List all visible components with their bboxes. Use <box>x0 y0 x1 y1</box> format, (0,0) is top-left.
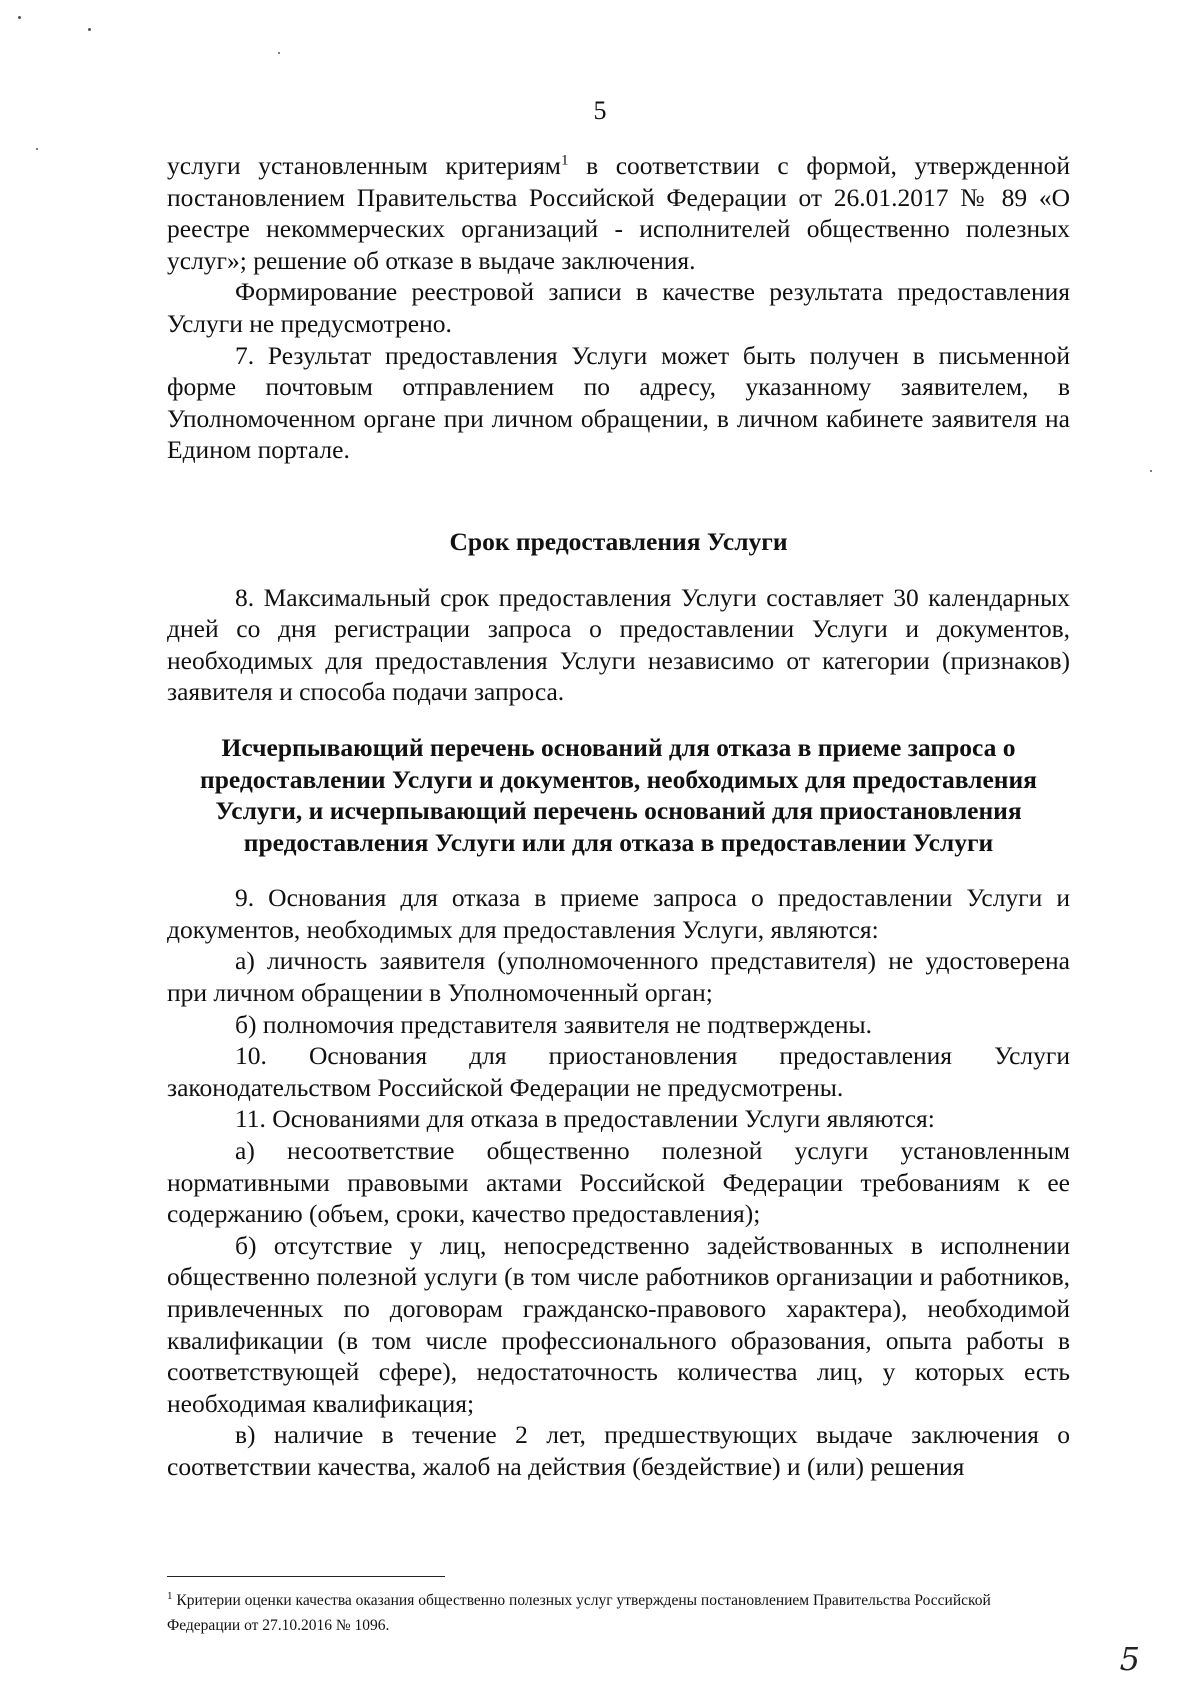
section-heading-term: Срок предоставления Услуги <box>449 526 788 556</box>
paragraph: Формирование реестровой записи в качестве результата предоставления Услуги не предусмотрено. <box>167 277 1070 338</box>
scan-speck <box>278 52 280 54</box>
footnote <box>167 1588 1027 1638</box>
paragraph-continuation <box>167 150 1070 276</box>
paragraph-item-8: 8. Максимальный срок предоставления Услуги составляет 30 календарных дней со дня регистрации запроса о предоставлении Услуги и документов, необходимых для предоставления Услуги независимо от категории (признаков) заявителя и способа подачи запроса. <box>167 582 1070 707</box>
page-number: 5 <box>593 96 607 125</box>
paragraph-subitem-b: б) полномочия представителя заявителя не подтверждены. <box>235 1009 873 1039</box>
section-heading-grounds: Исчерпывающий перечень оснований для отказа в приеме запроса о предоставлении Услуги и документов, необходимых для предоставления Услуги, и исчерпывающий перечень оснований для приостановления предоставления Услуги или для отказа в предоставлении Услуги <box>200 732 1037 857</box>
paragraph-text: услуги установленным критериям <box>167 151 561 180</box>
paragraph-text: в соответствии с формой, утвержденной постановлением Правительства Российской Федерации от 26.01.2017 № 89 «О реестре некоммерческих организаций - исполнителей общественно полезных услуг»; решение об отказе в выдаче заключения. <box>167 151 1070 275</box>
paragraph-subitem-v: в) наличие в течение 2 лет, предшествующих выдаче заключения о соответствии качества, жалоб на действия (бездействие) и (или) решения <box>167 1420 1070 1481</box>
scan-speck <box>1150 470 1152 472</box>
paragraph-subitem-a: а) несоответствие общественно полезной услуги установленным нормативными правовыми актами Российской Федерации требованиям к ее содержанию (объем, сроки, качество предоставления); <box>167 1136 1070 1229</box>
scan-speck <box>18 16 21 19</box>
document-body <box>167 150 1070 1483</box>
scan-speck <box>36 148 38 150</box>
paragraph-subitem-a: а) личность заявителя (уполномоченного представителя) не удостоверена при личном обращении в Уполномоченный орган; <box>167 946 1070 1008</box>
footnote-divider <box>167 1576 445 1577</box>
footnote-text: Критерии оценки качества оказания общественно полезных услуг утверждены постановлением Правительства Российской Федерации от 27.10.2016 № 1096. <box>167 1592 991 1634</box>
paragraph-item-9: 9. Основания для отказа в приеме запроса о предоставлении Услуги и документов, необходимых для предоставления Услуги, являются: <box>167 883 1070 944</box>
paragraph-item-11: 11. Основаниями для отказа в предоставлении Услуги являются: <box>235 1104 935 1134</box>
footnote-ref: 1 <box>560 152 569 169</box>
paragraph-item-10: 10. Основания для приостановления предоставления Услуги законодательством Российской Федерации не предусмотрены. <box>167 1041 1070 1102</box>
paragraph-subitem-b: б) отсутствие у лиц, непосредственно задействованных в исполнении общественно полезной услуги (в том числе работников организации и работников, привлеченных по договорам гражданско-правового характера), необходимой квалификации (в том числе профессионального образования, опыта работы в соответствующей сфере), недостаточность количества лиц, у которых есть необходимая квалификация; <box>167 1230 1070 1418</box>
handwritten-page-mark: 5 <box>1119 1640 1140 1678</box>
footnote-number: 1 <box>167 1589 173 1602</box>
paragraph-item-7: 7. Результат предоставления Услуги может быть получен в письменной форме почтовым отправлением по адресу, указанному заявителем, в Уполномоченном органе при личном обращении, в личном кабинете заявителя на Едином портале. <box>167 340 1070 465</box>
scan-speck <box>88 28 91 31</box>
